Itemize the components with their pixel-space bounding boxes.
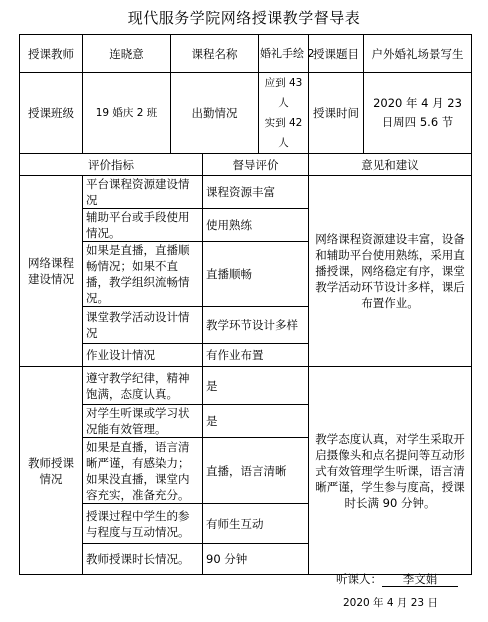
time-slot: 日周四 5.6 节 bbox=[381, 115, 454, 129]
course-label: 课程名称 bbox=[171, 35, 259, 73]
rating-cell: 使用熟练 bbox=[203, 209, 309, 242]
indicator-cell: 教师授课时长情况。 bbox=[83, 544, 203, 575]
rating-cell: 课程资源丰富 bbox=[203, 176, 309, 209]
supervision-table bbox=[19, 34, 472, 575]
form-title: 现代服务学院网络授课教学督导表 bbox=[127, 9, 361, 27]
header-row-1 bbox=[20, 35, 472, 73]
opinion-network-course: 网络课程资源建设丰富，设备和辅助平台使用熟练，采用直播授课，网络稳定有序，课堂教学活动环节设计多样，课后布置作业。 bbox=[309, 176, 472, 367]
rating-cell: 是 bbox=[203, 405, 309, 438]
signature-date: 2020 年 4 月 23 日 bbox=[343, 597, 438, 609]
teacher-value: 连晓意 bbox=[83, 35, 171, 73]
actual-count: 实到 42 人 bbox=[264, 117, 303, 149]
rating-cell: 直播，语言清晰 bbox=[203, 438, 309, 504]
rating-header: 督导评价 bbox=[203, 154, 309, 176]
time-date: 2020 年 4 月 23 bbox=[373, 96, 462, 110]
header-row-2 bbox=[20, 73, 472, 154]
listener-name: 李文娟 bbox=[382, 572, 458, 587]
expected-count: 应到 43 人 bbox=[264, 77, 303, 109]
rating-cell: 90 分钟 bbox=[203, 544, 309, 575]
table-row bbox=[20, 176, 472, 209]
indicator-header: 评价指标 bbox=[20, 154, 203, 176]
rating-cell: 有师生互动 bbox=[203, 504, 309, 544]
category-teacher-performance: 教师授课情况 bbox=[20, 367, 83, 575]
opinion-header: 意见和建议 bbox=[309, 154, 472, 176]
rating-cell: 是 bbox=[203, 367, 309, 405]
topic-label: 授课题目 bbox=[309, 35, 364, 73]
indicator-cell: 如果是直播，直播顺畅情况；如果不直播，教学组织流畅情况。 bbox=[83, 242, 203, 307]
rating-cell: 有作业布置 bbox=[203, 344, 309, 367]
opinion-teacher-performance: 教学态度认真，对学生采取开启摄像头和点名提问等互动形式有效管理学生听课，语言清晰严谨，学生参与度高，授课时长满 90 分钟。 bbox=[309, 367, 472, 575]
indicator-cell: 平台课程资源建设情况 bbox=[83, 176, 203, 209]
listener-line bbox=[336, 571, 458, 587]
rating-cell: 教学环节设计多样 bbox=[203, 307, 309, 344]
indicator-cell: 辅助平台或手段使用情况。 bbox=[83, 209, 203, 242]
topic-value: 户外婚礼场景写生 bbox=[364, 35, 472, 73]
time-label: 授课时间 bbox=[309, 73, 364, 154]
indicator-cell: 课堂教学活动设计情况 bbox=[83, 307, 203, 344]
indicator-cell: 授课过程中学生的参与程度与互动情况。 bbox=[83, 504, 203, 544]
course-value: 婚礼手绘 2 bbox=[259, 35, 309, 73]
teacher-label: 授课教师 bbox=[20, 35, 83, 73]
time-value bbox=[364, 73, 472, 154]
listener-label: 听课人： bbox=[336, 572, 382, 586]
class-label: 授课班级 bbox=[20, 73, 83, 154]
indicator-cell: 作业设计情况 bbox=[83, 344, 203, 367]
indicator-cell: 对学生听课或学习状况能有效管理。 bbox=[83, 405, 203, 438]
attendance-label: 出勤情况 bbox=[171, 73, 259, 154]
indicator-cell: 如果是直播，语言清晰严谨，有感染力；如果没直播，课堂内容充实，准备充分。 bbox=[83, 438, 203, 504]
column-header-row bbox=[20, 154, 472, 176]
category-network-course: 网络课程建设情况 bbox=[20, 176, 83, 367]
table-row bbox=[20, 367, 472, 405]
class-value: 19 婚庆 2 班 bbox=[83, 73, 171, 154]
indicator-cell: 遵守教学纪律，精神饱满，态度认真。 bbox=[83, 367, 203, 405]
rating-cell: 直播顺畅 bbox=[203, 242, 309, 307]
attendance-value bbox=[259, 73, 309, 154]
